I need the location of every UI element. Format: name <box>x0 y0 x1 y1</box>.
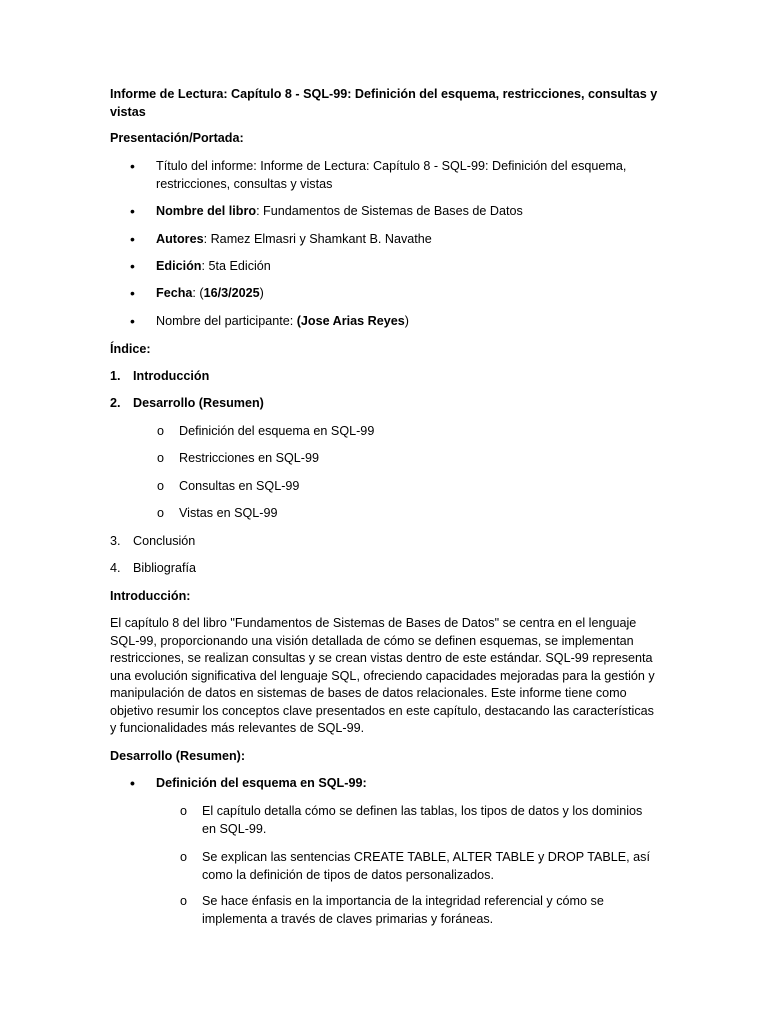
autores-label: Autores <box>156 232 204 246</box>
participante-close: ) <box>404 314 409 328</box>
edicion-label: Edición <box>156 259 202 273</box>
introduccion-heading: Introducción: <box>110 589 191 603</box>
bullet-icon: • <box>130 775 135 791</box>
libro-value: : Fundamentos de Sistemas de Bases de Datos <box>256 204 523 218</box>
portada-heading: Presentación/Portada: <box>110 131 244 145</box>
desarrollo-list: • Definición del esquema en SQL-99: o El capítulo detalla cómo se definen las tablas, los tipos de datos y los dominios en SQL-99. o Se explican las sentencias CREATE TABLE, ALTER TABLE y DROP TABLE, así como la definición de tipos de datos personalizados. o Se hace énfasis en la importancia de la integridad referencial y cómo se implementa a través de claves primarias y foráneas. <box>130 775 650 926</box>
circle-bullet-icon: o <box>180 850 188 864</box>
edicion-value: : 5ta Edición <box>201 259 271 273</box>
participante-value: (Jose Arias Reyes <box>296 314 405 328</box>
circle-bullet-icon: o <box>157 424 165 438</box>
fecha-close: ) <box>259 286 264 300</box>
document-title: Informe de Lectura: Capítulo 8 - SQL-99: Definición del esquema, restricciones, consultas y vistas <box>110 87 658 119</box>
desarrollo-heading: Desarrollo (Resumen): <box>110 749 246 763</box>
circle-bullet-icon: o <box>157 506 165 520</box>
introduccion-paragraph: El capítulo 8 del libro "Fundamentos de Sistemas de Bases de Datos" se centra en el lenguaje SQL-99, proporcionando una visión detallada de cómo se definen esquemas, se implementan restricciones, se realizan consultas y se crean vistas dentro de este estándar. SQL-99 representa una evolución significativa del lenguaje SQL, ofreciendo capacidades mejoradas para la gestión y manipulación de datos en sistemas de bases de datos relacionales. Este informe tiene como objetivo resumir los conceptos clave presentados en este capítulo, destacando las características y funcionalidades más relevantes de SQL-99. <box>110 616 655 735</box>
fecha-label: Fecha <box>156 286 193 300</box>
indice-list: 1. Introducción 2. Desarrollo (Resumen) o Definición del esquema en SQL-99 o Restricciones en SQL-99 o Consultas en SQL-99 o Vistas en SQL-99 3. Conclusión 4. Bibliografía <box>110 369 375 575</box>
circle-bullet-icon: o <box>157 479 165 493</box>
circle-bullet-icon: o <box>180 894 188 908</box>
circle-bullet-icon: o <box>157 451 165 465</box>
bullet-icon: • <box>130 258 135 274</box>
portada-list <box>110 158 658 358</box>
bullet-icon: • <box>130 285 135 301</box>
indice-heading: Índice: <box>110 342 151 356</box>
participante-label: Nombre del participante: <box>156 314 297 328</box>
titulo-value: Informe de Lectura: Capítulo 8 - SQL-99: Definición del esquema, restricciones, consultas y vistas <box>156 159 627 191</box>
fecha-value: 16/3/2025 <box>203 286 260 300</box>
bullet-icon: • <box>130 313 135 329</box>
fecha-sep: : ( <box>192 286 204 300</box>
titulo-label: Título del informe: <box>156 159 261 173</box>
bullet-icon: • <box>130 158 135 174</box>
libro-label: Nombre del libro <box>156 204 257 218</box>
bullet-icon: • <box>130 203 135 219</box>
bullet-icon: • <box>130 231 135 247</box>
autores-value: : Ramez Elmasri y Shamkant B. Navathe <box>203 232 432 246</box>
circle-bullet-icon: o <box>180 804 188 818</box>
